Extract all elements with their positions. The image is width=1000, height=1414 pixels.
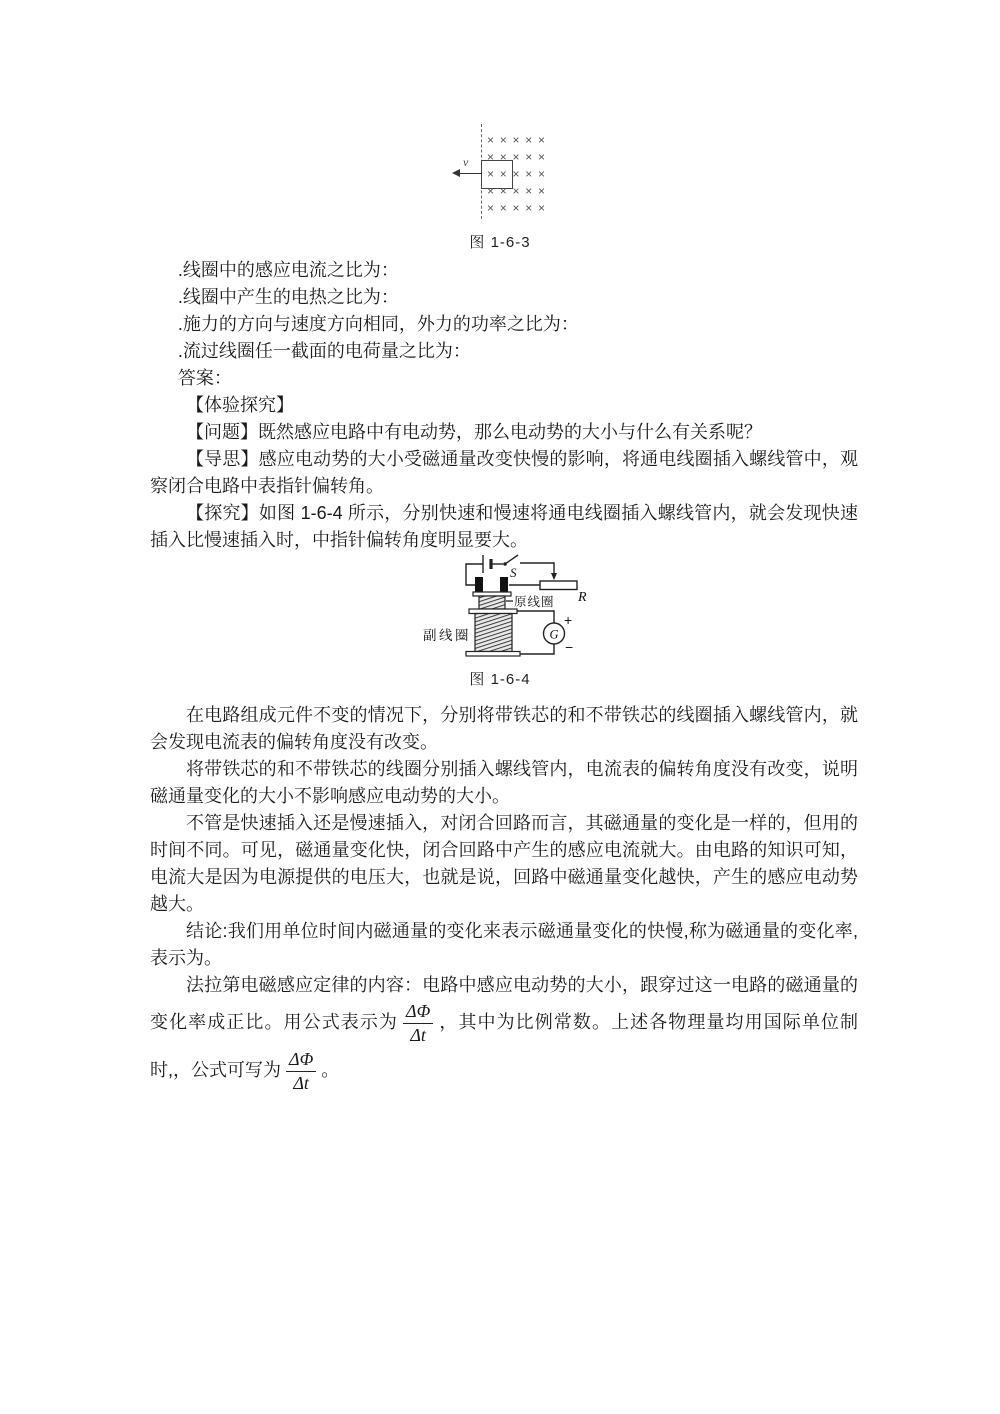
paragraph: 将带铁芯的和不带铁芯的线圈分别插入螺线管内，电流表的偏转角度没有改变，说明磁通量变化的大小不影响感应电动势的大小。 xyxy=(150,759,858,806)
switch-label: S xyxy=(510,565,517,580)
question-line: .线圈中的感应电流之比为： xyxy=(177,260,399,280)
flux-cross-row: × × × × × xyxy=(487,133,547,147)
secondary-coil-label: 副线圈 xyxy=(423,628,471,643)
figure-1-6-4-caption: 图 1-6-4 xyxy=(469,671,531,688)
conducting-loop xyxy=(481,160,513,189)
battery-icon xyxy=(483,555,491,573)
flux-rate-fraction xyxy=(403,1001,433,1045)
primary-coil-body xyxy=(479,596,505,609)
velocity-label: v xyxy=(463,155,469,169)
faraday-text-segment: ，其中为比例常数。上述各物理量均用国际单位制时,，公式可写为 xyxy=(150,1011,859,1081)
circuit-diagram xyxy=(413,546,595,672)
question-list xyxy=(150,257,858,392)
faraday-text-segment: 法拉第电磁感应定律的内容：电路中感应电动势的大小，跟穿过这一电路的磁通量的变化率成正比。用公式表示为 xyxy=(150,975,858,1032)
question-line: .线圈中产生的电热之比为： xyxy=(177,287,399,307)
paragraph: 结论:我们用单位时间内磁通量的变化来表示磁通量变化的快慢,称为磁通量的变化率,表示为。 xyxy=(150,921,858,968)
secondary-coil-body xyxy=(475,614,512,652)
flux-cross-row: × × × × × xyxy=(487,167,547,181)
minus-terminal-label: − xyxy=(565,639,574,655)
velocity-arrow xyxy=(457,173,482,174)
paragraph-faraday-law xyxy=(150,972,858,1096)
figure-1-6-4 xyxy=(413,546,595,672)
section-heading: 【体验探究】 xyxy=(186,395,294,415)
resistor-label: R xyxy=(578,590,587,605)
paragraph-explore: 【探究】如图 1-6-4 所示，分别快速和慢速将通电线圈插入螺线管内，就会发现快速插入比慢速插入时，中指针偏转角度明显要大。 xyxy=(150,503,858,550)
flux-cross-row: × × × × × xyxy=(487,184,547,198)
resistor-box-icon xyxy=(540,581,577,590)
flux-cross-row: × × × × × xyxy=(487,201,547,215)
fraction-denominator: Δt xyxy=(293,1073,309,1094)
plus-terminal-label: + xyxy=(564,612,573,628)
secondary-coil-bottom-flange xyxy=(466,652,520,657)
body-section xyxy=(150,702,858,1096)
explore-section xyxy=(150,392,858,554)
question-line: .施力的方向与速度方向相同，外力的功率之比为： xyxy=(177,314,579,334)
velocity-arrow-head-icon xyxy=(452,169,460,177)
paragraph: 在电路组成元件不变的情况下，分别将带铁芯的和不带铁芯的线圈插入螺线管内，就会发现电流表的偏转角度没有改变。 xyxy=(150,705,858,752)
flux-rate-fraction xyxy=(286,1049,316,1093)
fraction-denominator: Δt xyxy=(410,1024,426,1045)
fraction-numerator: ΔΦ xyxy=(403,1001,433,1024)
secondary-coil-top-flange xyxy=(469,609,517,614)
primary-coil-label: 原线圈 xyxy=(514,595,555,609)
galvanometer-label: G xyxy=(549,627,559,642)
paragraph-guide: 【导思】感应电动势的大小受磁通量改变快慢的影响，将通电线圈插入螺线管中，观察闭合电路中表指针偏转角。 xyxy=(150,449,858,496)
coil-terminals xyxy=(475,577,508,592)
faraday-text-segment: 。 xyxy=(321,1060,340,1081)
flux-cross-row: × × × × × xyxy=(487,150,547,164)
question-line: .流过线圈任一截面的电荷量之比为： xyxy=(177,341,471,361)
figure-1-6-3 xyxy=(452,124,562,220)
fraction-numerator: ΔΦ xyxy=(286,1049,316,1072)
paragraph-question: 【问题】既然感应电路中有电动势，那么电动势的大小与什么有关系呢？ xyxy=(186,422,762,442)
answer-label: 答案： xyxy=(177,368,232,388)
paragraph: 不管是快速插入还是慢速插入，对闭合回路而言，其磁通量的变化是一样的，但用的时间不同。可见，磁通量变化快，闭合回路中产生的感应电流就大。由电路的知识可知，电流大是因为电源提供的电压大，也就是说，回路中磁通量变化越快，产生的感应电动势越大。 xyxy=(150,813,858,914)
figure-1-6-3-caption: 图 1-6-3 xyxy=(469,234,531,251)
rheostat-arrow-icon xyxy=(551,573,557,580)
